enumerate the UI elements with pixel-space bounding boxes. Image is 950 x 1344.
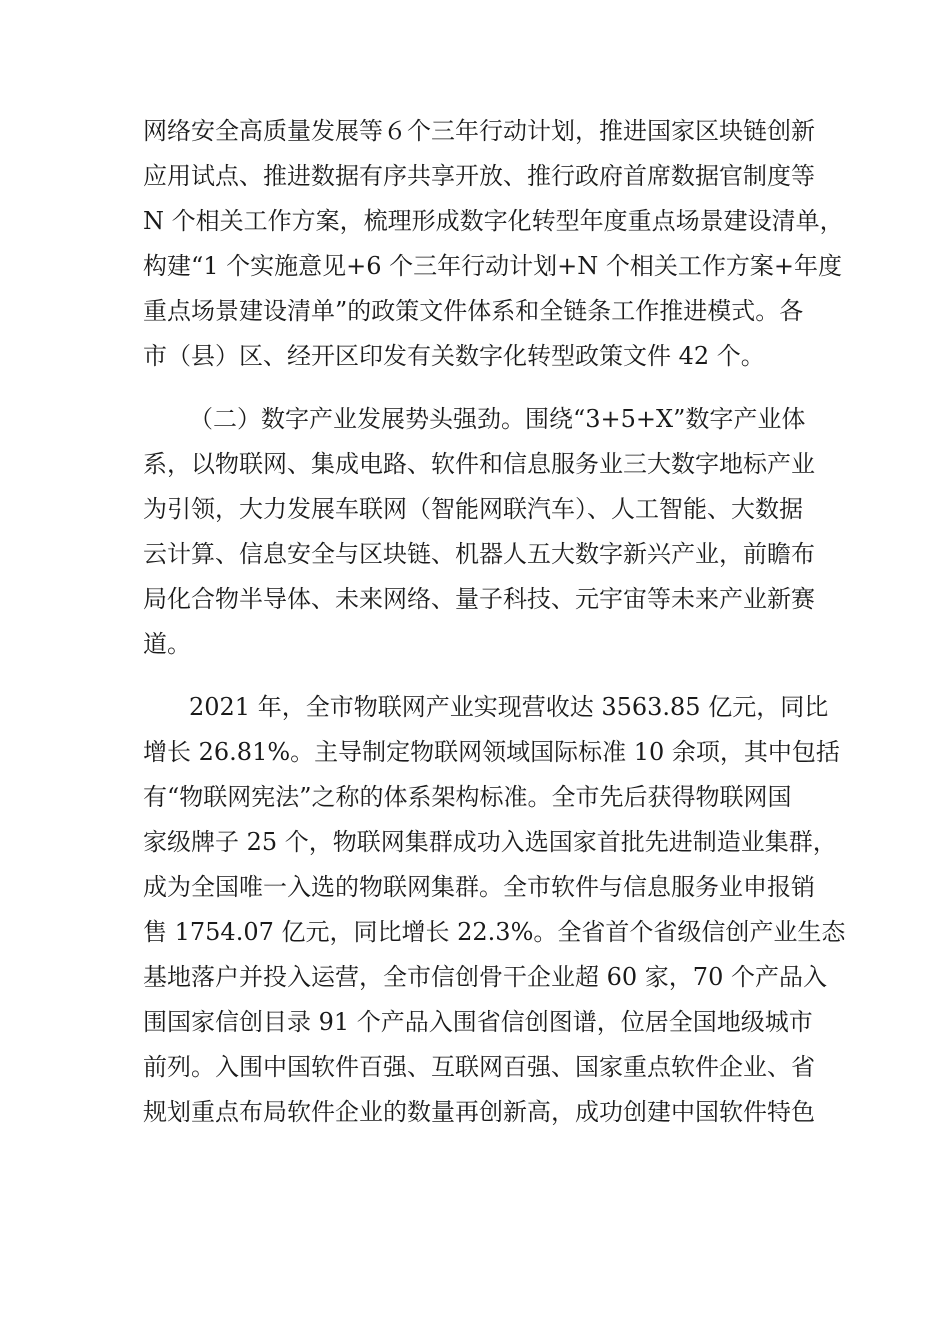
text-line: 网络安全高质量发展等６个三年行动计划，推进国家区块链创新 [143, 117, 815, 145]
paragraph-digital-industry [143, 397, 815, 667]
section-heading-line: （二）数字产业发展势头强劲。围绕“3+5+X”数字产业体 [189, 405, 806, 433]
text-line: 重点场景建设清单”的政策文件体系和全链条工作推进模式。各 [143, 297, 804, 325]
text-line: 云计算、信息安全与区块链、机器人五大数字新兴产业，前瞻布 [143, 540, 815, 568]
text-line: N 个相关工作方案，梳理形成数字化转型年度重点场景建设清单， [143, 207, 844, 235]
paragraph-iot-software-stats [143, 685, 846, 1135]
text-line: 基地落户并投入运营，全市信创骨干企业超 60 家，70 个产品入 [143, 963, 827, 991]
text-line: 售 1754.07 亿元，同比增长 22.3%。全省首个省级信创产业生态 [143, 918, 846, 946]
text-line: 局化合物半导体、未来网络、量子科技、元宇宙等未来产业新赛 [143, 585, 815, 613]
text-line: 应用试点、推进数据有序共享开放、推行政府首席数据官制度等 [143, 162, 815, 190]
text-line: 规划重点布局软件企业的数量再创新高，成功创建中国软件特色 [143, 1098, 815, 1126]
text-line: 前列。入围中国软件百强、互联网百强、国家重点软件企业、省 [143, 1053, 815, 1081]
text-line: 系，以物联网、集成电路、软件和信息服务业三大数字地标产业 [143, 450, 815, 478]
text-line: 构建“1 个实施意见+6 个三年行动计划+N 个相关工作方案+年度 [143, 252, 843, 280]
text-line: 有“物联网宪法”之称的体系架构标准。全市先后获得物联网国 [143, 783, 792, 811]
text-line: 成为全国唯一入选的物联网集群。全市软件与信息服务业申报销 [143, 873, 815, 901]
text-line: 市（县）区、经开区印发有关数字化转型政策文件 42 个。 [143, 342, 765, 370]
text-line: 增长 26.81%。主导制定物联网领域国际标准 10 余项，其中包括 [143, 738, 840, 766]
paragraph-policy-system [143, 109, 844, 379]
text-line: 为引领，大力发展车联网（智能网联汽车）、人工智能、大数据 [143, 495, 803, 523]
text-line: 2021 年，全市物联网产业实现营收达 3563.85 亿元，同比 [189, 693, 829, 721]
text-line: 围国家信创目录 91 个产品入围省信创图谱，位居全国地级城市 [143, 1008, 813, 1036]
text-line: 家级牌子 25 个，物联网集群成功入选国家首批先进制造业集群， [143, 828, 837, 856]
text-line: 道。 [143, 630, 191, 658]
